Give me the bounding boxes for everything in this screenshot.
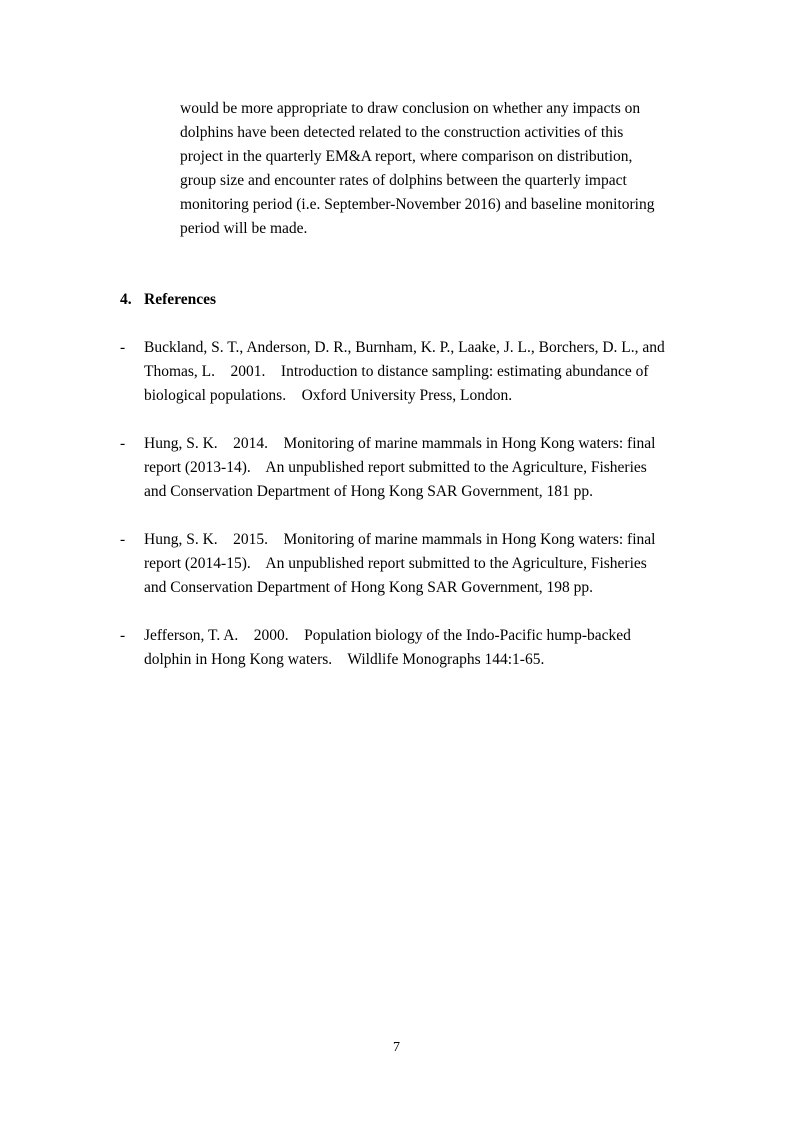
reference-line: and Conservation Department of Hong Kong SAR Government, 198 pp.	[144, 579, 594, 596]
paragraph-line: dolphins have been detected related to the construction activities of this	[180, 124, 624, 141]
reference-bullet: -	[120, 531, 126, 548]
reference-line: and Conservation Department of Hong Kong SAR Government, 181 pp.	[144, 483, 594, 500]
reference-line: report (2014-15). An unpublished report submitted to the Agriculture, Fisheries	[144, 555, 647, 572]
paragraph-line: project in the quarterly EM&A report, where comparison on distribution,	[180, 148, 633, 165]
paragraph-line: group size and encounter rates of dolphins between the quarterly impact	[180, 172, 627, 189]
reference-line: biological populations. Oxford University Press, London.	[144, 387, 513, 404]
reference-bullet: -	[120, 339, 126, 356]
reference-bullet: -	[120, 435, 126, 452]
reference-line: Hung, S. K. 2014. Monitoring of marine mammals in Hong Kong waters: final	[144, 435, 656, 452]
continuation-paragraph	[180, 97, 680, 241]
reference-line: Jefferson, T. A. 2000. Population biology of the Indo-Pacific hump-backed	[144, 627, 631, 644]
section-title: References	[144, 291, 217, 308]
reference-bullet: -	[120, 627, 126, 644]
reference-line: Buckland, S. T., Anderson, D. R., Burnham, K. P., Laake, J. L., Borchers, D. L., and	[144, 339, 665, 356]
reference-line: dolphin in Hong Kong waters. Wildlife Monographs 144:1-65.	[144, 651, 545, 668]
section-number: 4.	[120, 291, 132, 308]
page-number: 7	[393, 1040, 400, 1055]
reference-line: report (2013-14). An unpublished report submitted to the Agriculture, Fisheries	[144, 459, 647, 476]
reference-line: Hung, S. K. 2015. Monitoring of marine mammals in Hong Kong waters: final	[144, 531, 656, 548]
paragraph-line: monitoring period (i.e. September-November 2016) and baseline monitoring	[180, 196, 655, 213]
reference-line: Thomas, L. 2001. Introduction to distance sampling: estimating abundance of	[144, 363, 649, 380]
section-heading	[120, 288, 216, 312]
paragraph-line: would be more appropriate to draw conclusion on whether any impacts on	[180, 100, 641, 117]
paragraph-line: period will be made.	[180, 220, 308, 237]
